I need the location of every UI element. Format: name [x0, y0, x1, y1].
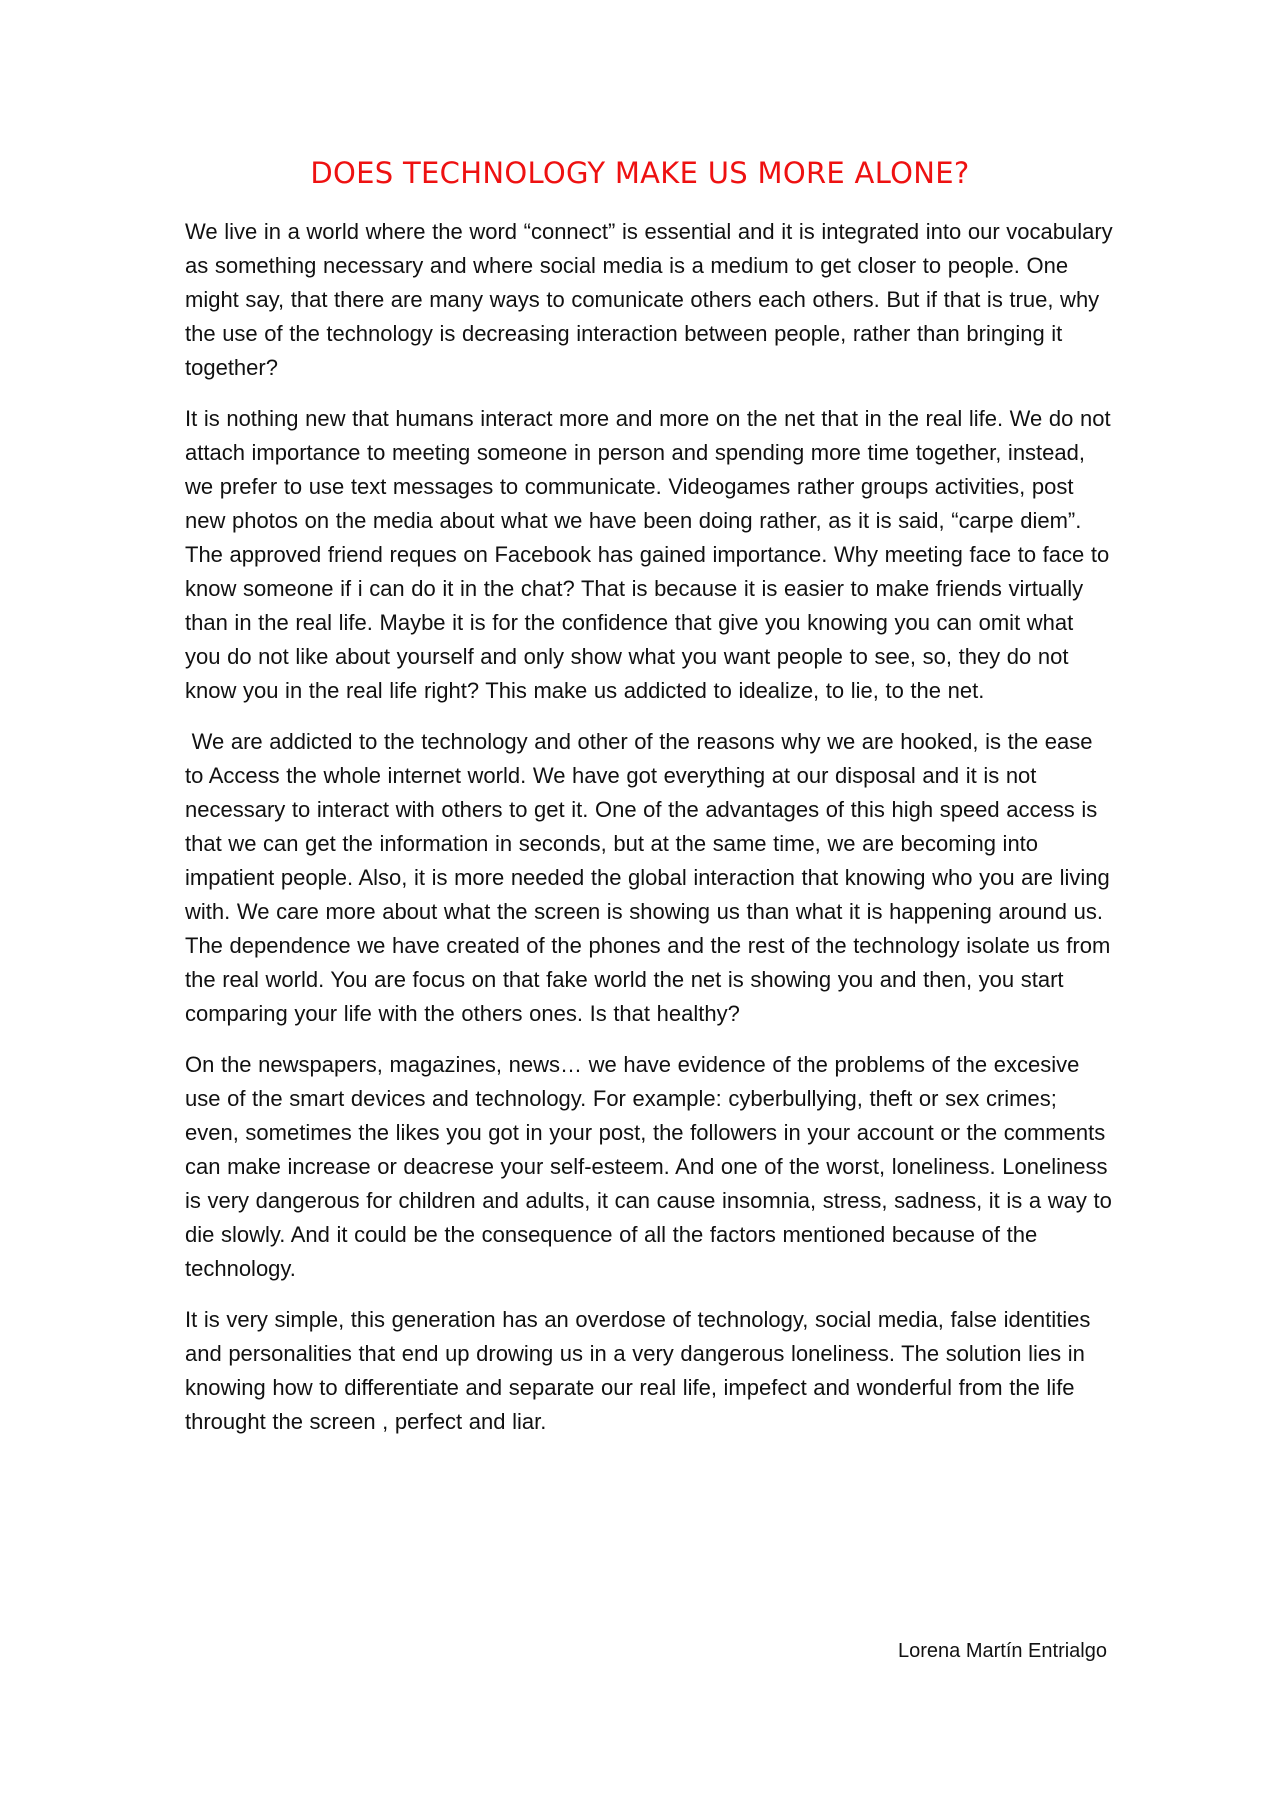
paragraph-1: We live in a world where the word “connect” is essential and it is integrated into our vocabulary as something necessary and where social media is a medium to get closer to people. One might say, that there are many ways to comunicate others each others. But if that is true, why the use of the technology is decreasing interaction between people, rather than bringing it together? [185, 219, 1113, 380]
paragraph-3: We are addicted to the technology and other of the reasons why we are hooked, is the ease to Access the whole internet world. We have got everything at our disposal and it is not necessary to interact with others to get it. One of the advantages of this high speed access is that we can get the information in seconds, but at the same time, we are becoming into impatient people. Also, it is more needed the global interaction that knowing who you are living with. We care more about what the screen is showing us than what it is happening around us. The dependence we have created of the phones and the rest of the technology isolate us from the real world. You are focus on that fake world the net is showing you and then, you start comparing your life with the others ones. Is that healthy? [185, 729, 1117, 1026]
paragraph-2: It is nothing new that humans interact more and more on the net that in the real life. We do not attach importance to meeting someone in person and spending more time together, instead, we prefer to use text messages to communicate. Videogames rather groups activities, post new photos on the media about what we have been doing rather, as it is said, “carpe diem”. The approved friend reques on Facebook has gained importance. Why meeting face to face to know someone if i can do it in the chat? That is because it is easier to make friends virtually than in the real life. Maybe it is for the confidence that give you knowing you can omit what you do not like about yourself and only show what you want people to see, so, they do not know you in the real life right? This make us addicted to idealize, to lie, to the net. [185, 406, 1111, 703]
author-signature: Lorena Martín Entrialgo [897, 1640, 1107, 1662]
essay-title: DOES TECHNOLOGY MAKE US MORE ALONE? [310, 156, 970, 190]
paragraph-5: It is very simple, this generation has an overdose of technology, social media, false identities and personalities that end up drowing us in a very dangerous loneliness. The solution lies in knowing how to differentiate and separate our real life, impefect and wonderful from the life throught the screen , perfect and liar. [185, 1307, 1091, 1434]
essay-body [185, 215, 1115, 1456]
paragraph-4: On the newspapers, magazines, news… we have evidence of the problems of the excesive use of the smart devices and technology. For example: cyberbullying, theft or sex crimes; even, sometimes the likes you got in your post, the followers in your account or the comments can make increase or deacrese your self-esteem. And one of the worst, loneliness. Loneliness is very dangerous for children and adults, it can cause insomnia, stress, sadness, it is a way to die slowly. And it could be the consequence of all the factors mentioned because of the technology. [185, 1052, 1112, 1281]
